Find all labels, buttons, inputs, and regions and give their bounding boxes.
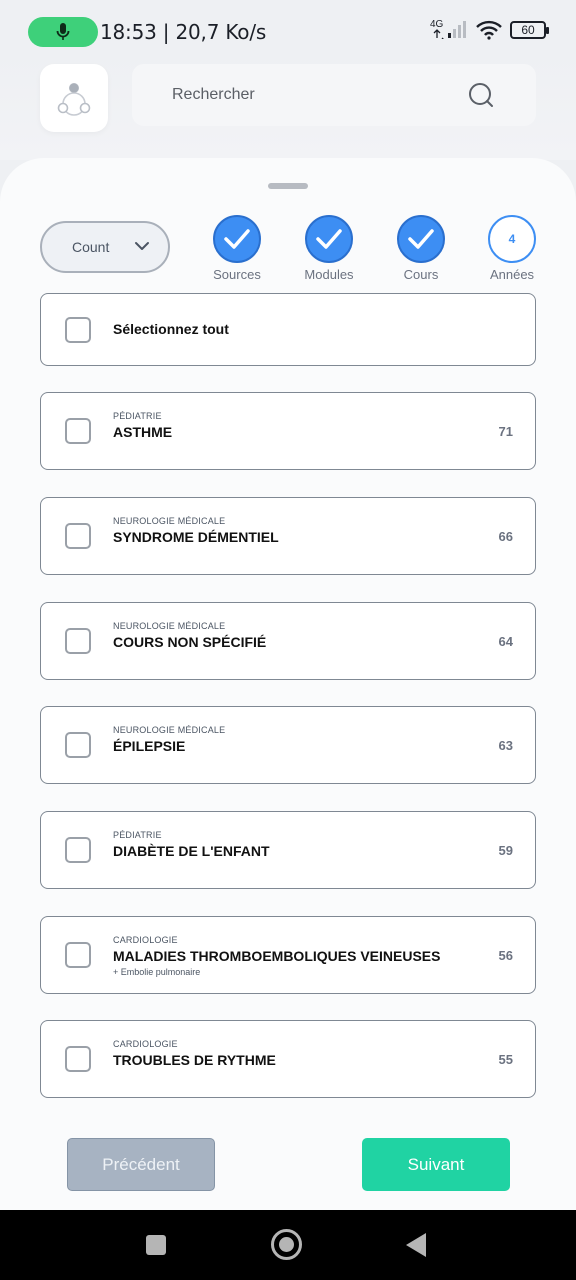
step-label: Sources <box>213 267 261 282</box>
previous-button[interactable]: Précédent <box>67 1138 215 1191</box>
home-icon[interactable] <box>271 1229 302 1260</box>
item-category: NEUROLOGIE MÉDICALE <box>113 725 226 735</box>
battery-icon: 60 <box>510 21 546 39</box>
logo-icon <box>56 80 92 116</box>
next-button[interactable]: Suivant <box>362 1138 510 1191</box>
microphone-icon <box>56 23 70 41</box>
item-title: SYNDROME DÉMENTIEL <box>113 529 279 545</box>
item-count: 66 <box>498 529 513 544</box>
item-checkbox[interactable] <box>65 942 91 968</box>
select-all-row[interactable] <box>40 293 536 366</box>
item-category: PÉDIATRIE <box>113 830 162 840</box>
item-count: 64 <box>498 634 513 649</box>
item-category: CARDIOLOGIE <box>113 935 178 945</box>
list-item[interactable] <box>40 602 536 680</box>
select-all-label: Sélectionnez tout <box>113 321 229 337</box>
item-title: ÉPILEPSIE <box>113 738 186 754</box>
step-done-indicator <box>213 215 261 263</box>
status-bar <box>0 0 576 50</box>
chevron-down-icon <box>134 240 150 252</box>
item-count: 56 <box>498 948 513 963</box>
recents-icon[interactable] <box>146 1235 166 1255</box>
item-category: NEUROLOGIE MÉDICALE <box>113 621 226 631</box>
item-category: PÉDIATRIE <box>113 411 162 421</box>
step-number: 4 <box>488 215 536 263</box>
sort-dropdown[interactable] <box>40 221 170 273</box>
checkmark-icon <box>223 228 251 250</box>
wifi-icon <box>476 20 502 40</box>
item-count: 71 <box>498 424 513 439</box>
item-title: DIABÈTE DE L'ENFANT <box>113 843 270 859</box>
search-bar[interactable] <box>132 64 536 126</box>
item-checkbox[interactable] <box>65 418 91 444</box>
list-item[interactable] <box>40 497 536 575</box>
search-icon[interactable] <box>468 82 494 108</box>
item-checkbox[interactable] <box>65 1046 91 1072</box>
item-checkbox[interactable] <box>65 837 91 863</box>
select-all-checkbox[interactable] <box>65 317 91 343</box>
step-modules[interactable] <box>297 215 361 282</box>
step-label: Modules <box>304 267 354 282</box>
list-item[interactable] <box>40 916 536 994</box>
back-icon[interactable] <box>406 1233 426 1257</box>
list-item[interactable] <box>40 1020 536 1098</box>
status-time-speed: 18:53 | 20,7 Ko/s <box>100 20 267 44</box>
list-item[interactable] <box>40 706 536 784</box>
microphone-indicator[interactable] <box>28 17 98 47</box>
footer-actions <box>0 1118 576 1210</box>
item-subtitle: + Embolie pulmonaire <box>113 967 201 977</box>
search-input[interactable] <box>172 82 452 108</box>
signal-icon <box>432 21 468 39</box>
item-count: 63 <box>498 738 513 753</box>
sheet-drag-handle[interactable] <box>268 183 308 189</box>
step-sources[interactable] <box>205 215 269 282</box>
item-title: COURS NON SPÉCIFIÉ <box>113 634 267 650</box>
item-title: ASTHME <box>113 424 173 440</box>
item-count: 59 <box>498 843 513 858</box>
app-logo[interactable] <box>40 64 108 132</box>
sort-dropdown-label: Count <box>72 239 110 255</box>
step-done-indicator <box>397 215 445 263</box>
network-type: 4G <box>430 19 444 30</box>
list-item[interactable] <box>40 392 536 470</box>
item-checkbox[interactable] <box>65 628 91 654</box>
step-label: Cours <box>403 267 439 282</box>
item-title: MALADIES THROMBOEMBOLIQUES VEINEUSES <box>113 948 441 964</box>
item-title: TROUBLES DE RYTHME <box>113 1052 276 1068</box>
step-label: Années <box>489 267 535 282</box>
item-category: CARDIOLOGIE <box>113 1039 178 1049</box>
list-item[interactable] <box>40 811 536 889</box>
item-category: NEUROLOGIE MÉDICALE <box>113 516 226 526</box>
step-done-indicator <box>305 215 353 263</box>
item-checkbox[interactable] <box>65 732 91 758</box>
item-checkbox[interactable] <box>65 523 91 549</box>
system-navigation-bar <box>0 1210 576 1280</box>
step-annees[interactable] <box>480 215 544 282</box>
status-icons <box>432 20 546 40</box>
step-cours[interactable] <box>389 215 453 282</box>
app-header <box>0 50 576 160</box>
item-count: 55 <box>498 1052 513 1067</box>
bottom-sheet <box>0 158 576 1210</box>
checkmark-icon <box>407 228 435 250</box>
checkmark-icon <box>315 228 343 250</box>
